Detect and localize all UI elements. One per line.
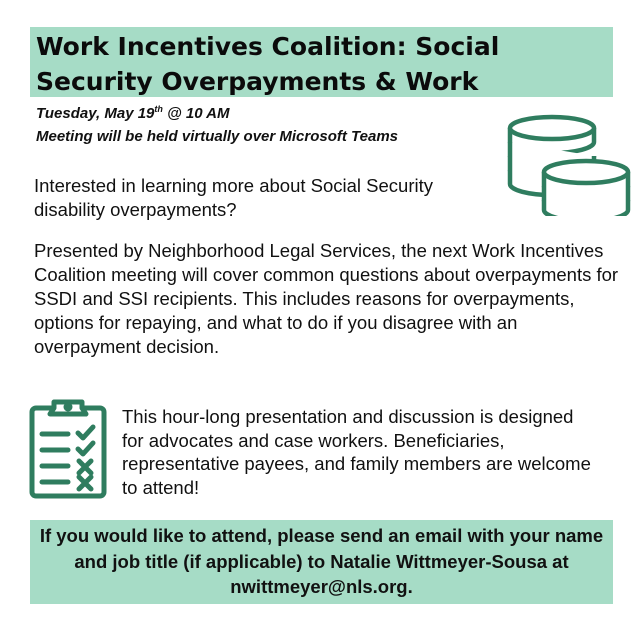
call-to-action: If you would like to attend, please send an email with your name and job title (if applicable) to Natalie Wittmeyer-Sousa at nwittmeyer@nls.org. [39,525,604,597]
meeting-venue: Meeting will be held virtually over Microsoft Teams [36,128,399,145]
meeting-date [36,104,230,122]
meeting-time: @ 10 AM [162,105,230,122]
audience-paragraph: This hour-long presentation and discussion is designed for advocates and case workers. Beneficiaries, representative payees, and family members are welcome to attend! [122,406,591,498]
coins-icon [506,114,632,216]
clipboard-checklist-icon [28,398,108,500]
meeting-date-ordinal: th [154,104,163,114]
meeting-date-text: Tuesday, May 19 [36,105,155,122]
body-paragraph: Presented by Neighborhood Legal Services, the next Work Incentives Coalition meeting will cover common questions about overpayments for SSDI and SSI recipients. This includes reasons for overpayments, options for repaying, and what to do if you disagree with an overpayment decision. [34,240,619,357]
page-title: Work Incentives Coalition: Social Security Overpayments & Work [36,32,500,96]
intro-paragraph: Interested in learning more about Social Security disability overpayments? [34,175,433,220]
